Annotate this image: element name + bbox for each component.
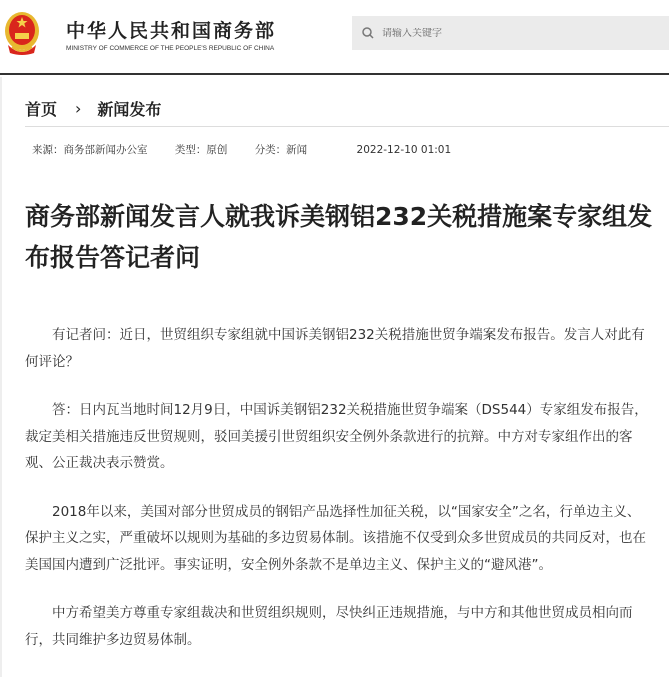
search-icon[interactable] (362, 27, 374, 39)
paragraph: 有记者问：近日，世贸组织专家组就中国诉美钢铝232关税措施世贸争端案发布报告。发言人对此有何评论？ (25, 327, 645, 370)
breadcrumb-home[interactable]: 首页 (25, 100, 58, 119)
article-body (25, 322, 653, 675)
paragraph: 2018年以来，美国对部分世贸成员的钢铝产品选择性加征关税，以“国家安全”之名，行单边主义、保护主义之实，严重破坏以规则为基础的多边贸易体制。该措施不仅受到众多世贸成员的共同反对，也在美国国内遭到广泛批评。事实证明，安全例外条款不是单边主义、保护主义的“避风港”。 (25, 503, 646, 573)
paragraph: 中方希望美方尊重专家组裁决和世贸组织规则，尽快纠正违规措施，与中方和其他世贸成员相向而行，共同维护多边贸易体制。 (25, 605, 633, 648)
article-title: 商务部新闻发言人就我诉美钢铝232关税措施案专家组发布报告答记者问 (25, 202, 653, 272)
chevron-right-icon: › (75, 99, 82, 118)
site-title[interactable]: 中华人民共和国商务部 (66, 20, 277, 42)
meta-source: 来源：商务部新闻办公室 (32, 144, 148, 156)
content-border (0, 77, 2, 677)
article-meta (32, 142, 451, 157)
breadcrumb-current[interactable]: 新闻发布 (97, 100, 162, 119)
divider (25, 126, 669, 127)
meta-category: 分类：新闻 (254, 144, 308, 156)
breadcrumb (25, 97, 161, 120)
meta-date: 2022-12-10 01:01 (356, 144, 452, 156)
national-emblem-logo[interactable] (4, 11, 40, 57)
meta-type: 类型：原创 (174, 144, 228, 156)
search-input[interactable] (382, 28, 632, 39)
site-subtitle: MINISTRY OF COMMERCE OF THE PEOPLE'S REPUBLIC OF CHINA (66, 45, 275, 52)
paragraph: 答：日内瓦当地时间12月9日，中国诉美钢铝232关税措施世贸争端案（DS544）专家组发布报告，裁定美相关措施违反世贸规则，驳回美援引世贸组织安全例外条款进行的抗辩。中方对专家组作出的客观、公正裁决表示赞赏。 (25, 402, 648, 471)
site-header (0, 0, 669, 75)
search-bar (352, 16, 669, 50)
